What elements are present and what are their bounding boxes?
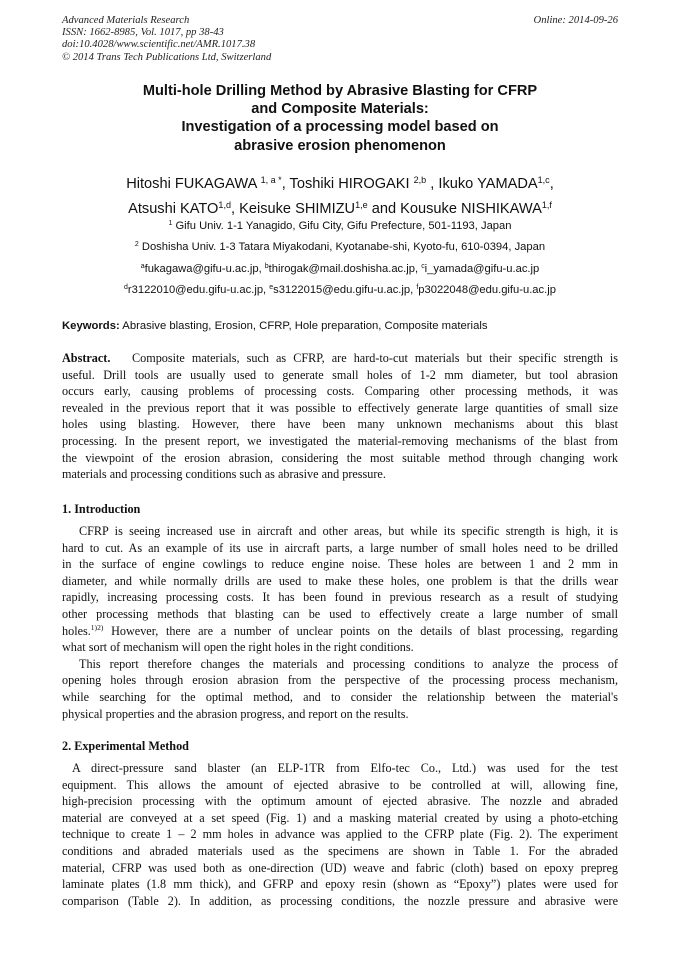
text-line: useful. Drill tools are usually used to generate small holes of 1-2 mm diameter, but tool abrasion xyxy=(62,367,618,382)
text-line: equipment. This allows the amount of ejected abrasive to be controlled at will, allowing fine, xyxy=(62,777,618,792)
abstract xyxy=(62,350,618,483)
journal-copyright: © 2014 Trans Tech Publications Ltd, Switzerland xyxy=(62,51,272,63)
email-mark: b xyxy=(264,262,269,270)
keywords-text: Abrasive blasting, Erosion, CFRP, Hole preparation, Composite materials xyxy=(122,320,488,332)
email-link[interactable]: s3122015@edu.gifu-u.ac.jp, xyxy=(273,283,414,296)
section-heading-introduction: 1. Introduction xyxy=(62,502,141,516)
affiliation-1 xyxy=(40,216,640,237)
method-paragraph xyxy=(62,760,618,909)
keywords xyxy=(62,319,618,333)
author-name: Hitoshi FUKAGAWA xyxy=(126,176,257,192)
text-line: processing. In the present report, we investigated the material-removing mechanisms of the blast from xyxy=(62,433,618,448)
author-affil-mark: 1,e xyxy=(355,199,368,210)
text-fragment: holes. xyxy=(62,623,91,638)
text-line: the viewpoint of the erosion abrasion, considering the most suitable method through changing work xyxy=(62,450,618,465)
text-line: occurs early, causing problems of processing costs. Comparing other processing methods, it was xyxy=(62,384,618,399)
affiliation-2 xyxy=(40,237,640,258)
author-name: Ikuko YAMADA xyxy=(438,176,538,192)
online-date: Online: 2014-09-26 xyxy=(533,15,618,26)
section-heading-experimental-method: 2. Experimental Method xyxy=(62,739,189,753)
author-line-1 xyxy=(40,172,640,197)
text-line: high-precision processing with the optimum amount of ejected abrasive. The nozzle and abraded xyxy=(62,794,618,809)
experimental-method xyxy=(62,760,618,909)
text-line: A direct-pressure sand blaster (an ELP-1TR from Elfo-tec Co., Ltd.) was used for the test xyxy=(72,761,618,775)
text-line: in the surface of engine cowlings to reduce engine noise. These holes are between 1 and 2 mm in xyxy=(62,557,618,572)
intro-paragraph-2 xyxy=(62,656,618,722)
title-line-1: Multi-hole Drilling Method by Abrasive Blasting for CFRP xyxy=(142,83,538,99)
text-line: laminate plates (1.8 mm thick), and GFRP and epoxy resin (shown as “Epoxy”) plates were used for xyxy=(62,877,618,892)
affil-number: 1 xyxy=(168,220,173,228)
email-link[interactable]: thirogak@mail.doshisha.ac.jp, xyxy=(268,262,419,275)
author-name: Atsushi KATO xyxy=(128,200,219,217)
separator: , xyxy=(549,176,554,192)
email-mark: a xyxy=(140,262,145,270)
separator: and xyxy=(371,200,397,217)
text-line: hard to cut. As an example of its use in aircraft parts, a large number of small holes need to be drilled xyxy=(62,540,618,555)
text-line: holes using blasting. However, there have been many unknown mechanisms about this blast xyxy=(62,417,618,432)
author-affil-mark: 2,b xyxy=(413,175,427,186)
citation-ref: 1)2) xyxy=(90,623,104,633)
separator: , xyxy=(430,176,435,192)
paper-title xyxy=(62,82,618,155)
introduction xyxy=(62,523,618,722)
author-name: Keisuke SHIMIZU xyxy=(239,200,356,217)
text-line: This report therefore changes the materials and processing conditions to analyze the process of xyxy=(79,656,618,671)
text-line: revealed in the previous report that it was possible to effectively generate large quantities of small size xyxy=(62,400,618,415)
keywords-label: Keywords: xyxy=(62,320,120,332)
email-link[interactable]: fukagawa@gifu-u.ac.jp, xyxy=(144,262,262,275)
journal-name: Advanced Materials Research xyxy=(62,15,190,26)
title-line-4: abrasive erosion phenomenon xyxy=(234,137,446,154)
text-line: rapidly, increasing processing costs. It has been found in previous research as a result of studying xyxy=(62,590,618,605)
affiliation-text: Gifu Univ. 1-1 Yanagido, Gifu City, Gifu Prefecture, 501-1193, Japan xyxy=(175,220,512,232)
text-line: physical properties and the abrasion progress, and report on the results. xyxy=(62,706,409,721)
title-line-3: Investigation of a processing model based on xyxy=(181,119,499,136)
text-line: technique to create 1 – 2 mm holes in advance was applied to the CFRP plate (Fig. 2). The experiment xyxy=(62,827,618,842)
author-affil-mark: 1,c xyxy=(537,175,550,186)
affil-number: 2 xyxy=(134,241,139,249)
author-affil-mark: 1,f xyxy=(541,199,552,210)
author-list xyxy=(40,172,640,221)
abstract-label: Abstract. xyxy=(62,351,111,365)
author-affil-mark: 1,d xyxy=(218,199,231,210)
text-line: while searching for the optimal method, and to consider the relationship between the material's xyxy=(62,689,618,704)
author-affil-mark: 1, a * xyxy=(260,175,282,186)
journal-doi: doi:10.4028/www.scientific.net/AMR.1017.38 xyxy=(62,39,256,51)
text-line: comparison (Table 2). In addition, as processing conditions, the nozzle pressure and abrasive were xyxy=(62,893,618,908)
email-mark: d xyxy=(124,284,128,292)
text-fragment: However, there are a number of unclear points on the details of blast processing, regarding xyxy=(111,623,619,638)
text-line: opening holes through erosion abrasion from the perspective of the processing process mechanism, xyxy=(62,673,618,688)
email-link[interactable]: p3022048@edu.gifu-u.ac.jp xyxy=(418,283,556,296)
intro-paragraph-1 xyxy=(62,523,618,656)
text-line: material are conveyed at a set speed (Fig. 1) and a masking material created by using a photo-etching xyxy=(62,810,618,825)
text-line xyxy=(62,350,618,367)
affiliation-text: Doshisha Univ. 1-3 Tatara Miyakodani, Kyotanabe-shi, Kyoto-fu, 610-0394, Japan xyxy=(141,241,546,254)
text-line: what sort of mechanism will open the right holes in the right conditions. xyxy=(62,640,414,655)
email-mark: f xyxy=(416,284,419,292)
text-line: materials and processing conditions such as abrasive and pressure. xyxy=(62,467,386,482)
journal-header xyxy=(62,15,618,64)
author-name: Kousuke NISHIKAWA xyxy=(400,200,542,217)
title-line-2: and Composite Materials: xyxy=(251,101,429,118)
text-line: conditions and abraded materials used as the specimens are shown in Table 1. For the abraded xyxy=(62,843,618,858)
email-link[interactable]: r3122010@edu.gifu-u.ac.jp, xyxy=(127,283,267,296)
affiliations xyxy=(40,216,640,301)
email-line-2 xyxy=(40,280,640,301)
journal-issn: ISSN: 1662-8985, Vol. 1017, pp 38-43 xyxy=(62,27,224,39)
email-link[interactable]: i_yamada@gifu-u.ac.jp xyxy=(424,262,540,275)
email-mark: e xyxy=(269,284,274,292)
text-line: diameter, and while normally drills are used to make these holes, one problem is that the drills wear xyxy=(62,573,618,588)
author-name: Toshiki HIROGAKI xyxy=(289,176,410,192)
text-line xyxy=(62,623,618,640)
separator: , xyxy=(231,200,236,217)
text-line: CFRP is seeing increased use in aircraft and other areas, but while its specific strength is high, it is xyxy=(79,524,618,538)
text-line: material, CFRP was used both as one-direction (UD) weave and fabric (cloth) based on epoxy prepreg xyxy=(62,860,618,875)
text-line: Composite materials, such as CFRP, are hard-to-cut materials but their specific strength is xyxy=(132,351,618,365)
separator: , xyxy=(281,176,286,192)
text-line: other processing methods that blasting can be used to effectively create a large number of small xyxy=(62,606,618,621)
abstract-paragraph xyxy=(62,350,618,483)
email-line-1 xyxy=(40,259,640,280)
email-mark: c xyxy=(421,262,425,270)
